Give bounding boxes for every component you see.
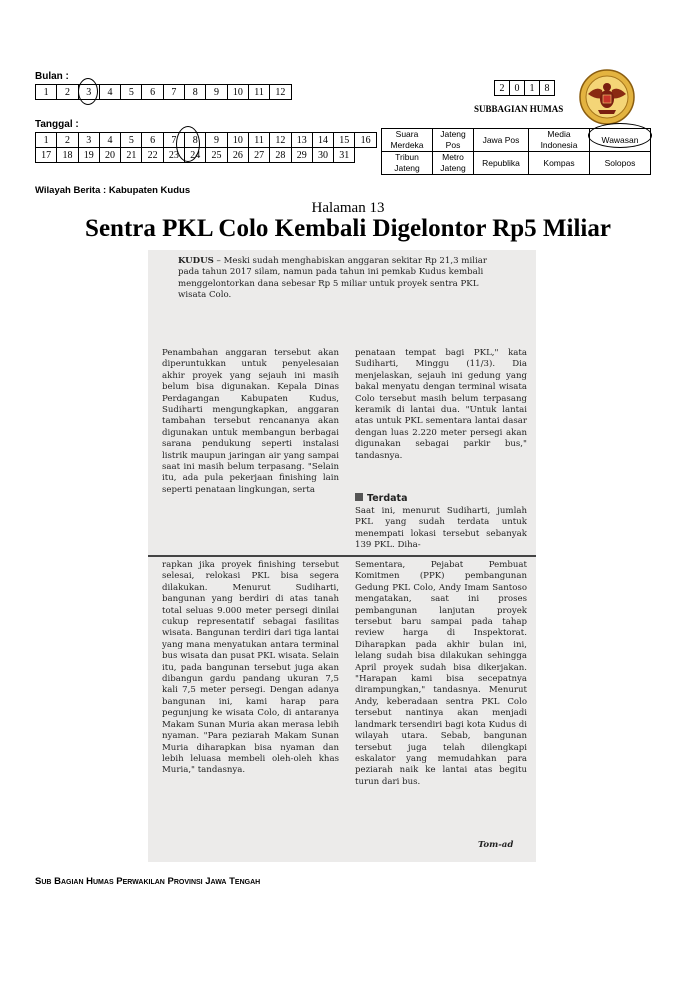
section-divider <box>148 555 536 557</box>
selected-media-circle <box>588 123 652 148</box>
date-cell-11: 27 <box>248 148 269 163</box>
months-table <box>35 84 292 100</box>
date-cell-5: 5 <box>121 133 142 148</box>
year-digit-4: 8 <box>540 81 555 96</box>
date-cell-15: 31 <box>334 148 355 163</box>
media-cell-5: Wawasan <box>590 129 651 152</box>
date-cell-9: 9 <box>206 133 227 148</box>
date-cell-11: 11 <box>248 133 269 148</box>
column1-top: Penambahan anggaran tersebut akan diperuntukkan untuk penyelesaian akhir proyek yang sejauh ini masih belum bisa digunakan. Kepala Dinas Perdagangan Kabupaten Kudus, Sudiharti mengungkapkan, anggaran tambahan tersebut rencananya akan digunakan untuk membangun berbagai sarana pendukung seperti instalasi listrik maupun jaringan air yang sampai saat ini masih belum terpasang. "Selain itu, ada pula pekerjaan finishing lain seperti penataan lingkungan, serta <box>162 348 339 495</box>
column1-bottom: rapkan jika proyek finishing tersebut selesai, relokasi PKL bisa segera dilakukan. Menurut Sudiharti, bangunan yang berdiri di atas tanah total seluas 9.000 meter persegi dinilai cukup representatif sebagai fasilitas wisata. Bangunan terdiri dari tiga lantai yang mana menyatukan antara terminal bus wisata dan pusat PKL wisata. Selain itu, pada bangunan tersebut juga akan dibangun gardu pandang ukuran 7,5 kali 7,5 meter persegi. Dengan adanya bangunan ini, kami harap para pegunjung ke wisata Colo, di antaranya Makam Sunan Muria akan merasa lebih nyaman. "Para peziarah Makam Sunan Muria diharapkan bisa nyaman dan lebih leluasa membeli oleh-oleh khas Muria," tandasnya. <box>162 560 339 776</box>
date-cell-3: 19 <box>78 148 99 163</box>
dates-table <box>35 132 377 163</box>
date-cell-12: 28 <box>270 148 291 163</box>
date-cell-10: 10 <box>227 133 248 148</box>
date-cell-2: 2 <box>57 133 78 148</box>
lead-text: – Meski sudah menghabiskan anggaran sekitar Rp 21,3 miliar pada tahun 2017 silam, namun pada tahun ini pemkab Kudus kembali menggelontorkan dana sebesar Rp 5 miliar untuk proyek sentra PKL wisata Colo. <box>178 256 487 301</box>
newspaper-clipping <box>148 250 536 862</box>
month-cell-8: 8 <box>185 85 206 100</box>
month-cell-5: 5 <box>121 85 142 100</box>
subhead-terdata: Terdata <box>355 493 408 504</box>
garuda-emblem <box>578 68 636 126</box>
month-cell-12: 12 <box>270 85 291 100</box>
month-cell-6: 6 <box>142 85 163 100</box>
year-digit-3: 1 <box>525 81 540 96</box>
date-cell-13: 29 <box>291 148 312 163</box>
date-cell-6: 6 <box>142 133 163 148</box>
date-cell-1: 1 <box>36 133 57 148</box>
bulan-label: Bulan : <box>35 71 69 82</box>
column2-top: penataan tempat bagi PKL," kata Sudiharti, Minggu (11/3). Dia menjelaskan, sejauh ini gedung yang bakal menyatu dengan terminal wisata Colo tersebut masih belum terpasang keramik di lantai dua. "Untuk lantai atas untuk PKL sementara lantai dasar dengan luas 2.220 meter persegi akan digunakan sebagai parkir bus," tandasnya. <box>355 348 527 461</box>
column2-bottom: Sementara, Pejabat Pembuat Komitmen (PPK) pembangunan Gedung PKL Colo, Andy Imam Santoso mengatakan, saat ini proses pembangunan lanjutan proyek tersebut baru sampai pada tahap review harga di Inspektorat. Diharapkan pada akhir bulan ini, lelang sudah bisa dilakukan sehingga April proyek sudah bisa dikerjakan. "Harapan kami bisa secepatnya dirampungkan," tandasnya. Menurut Andy, keberadaan sentra PKL Colo tersebut nantinya akan menjadi landmark tersendiri bagi kota Kudus di wilayah utara. Sebab, bangunan tersebut juga telah dilengkapi eskalator yang memudahkan para peziarah naik ke lantai atas begitu turun dari bus. <box>355 560 527 787</box>
date-cell-13: 13 <box>291 133 312 148</box>
date-cell-15: 15 <box>334 133 355 148</box>
date-cell-9: 25 <box>206 148 227 163</box>
lead-place: KUDUS <box>178 256 214 266</box>
selected-month-circle <box>78 78 98 105</box>
subbagian-humas: SUBBAGIAN HUMAS <box>474 104 564 114</box>
date-cell-12: 12 <box>270 133 291 148</box>
date-cell-5: 21 <box>121 148 142 163</box>
month-cell-9: 9 <box>206 85 227 100</box>
year-digit-1: 2 <box>495 81 510 96</box>
article-title: Sentra PKL Colo Kembali Digelontor Rp5 Miliar <box>85 215 611 242</box>
media-cell-3: Jawa Pos <box>474 129 529 152</box>
media-cell-1: Suara Merdeka <box>382 129 433 152</box>
date-cell-4: 20 <box>99 148 120 163</box>
page-number: Halaman 13 <box>311 200 385 216</box>
selected-date-circle <box>176 126 200 162</box>
date-cell-10: 26 <box>227 148 248 163</box>
month-cell-10: 10 <box>227 85 248 100</box>
date-cell-8: 8 <box>185 133 206 148</box>
date-cell-3: 3 <box>78 133 99 148</box>
date-cell-16: 16 <box>355 133 376 148</box>
date-cell-8: 24 <box>185 148 206 163</box>
date-cell-2: 18 <box>57 148 78 163</box>
media-cell-1: Tribun Jateng <box>382 152 433 175</box>
column2-sub: Saat ini, menurut Sudiharti, jumlah PKL yang sudah terdata untuk menempati lokasi tersebut sebanyak 139 PKL. Diha- <box>355 506 527 551</box>
date-cell-1: 17 <box>36 148 57 163</box>
year-table <box>494 80 555 96</box>
month-cell-7: 7 <box>163 85 184 100</box>
media-cell-2: Metro Jateng <box>433 152 474 175</box>
media-cell-4: Kompas <box>529 152 590 175</box>
author-credit: Tom-ad <box>478 840 514 850</box>
month-cell-11: 11 <box>248 85 269 100</box>
month-cell-3: 3 <box>78 85 99 100</box>
media-cell-4: Media Indonesia <box>529 129 590 152</box>
date-cell-6: 22 <box>142 148 163 163</box>
year-digit-2: 0 <box>510 81 525 96</box>
month-cell-1: 1 <box>36 85 57 100</box>
month-cell-2: 2 <box>57 85 78 100</box>
tanggal-label: Tanggal : <box>35 119 79 130</box>
media-cell-5: Solopos <box>590 152 651 175</box>
media-cell-2: Jateng Pos <box>433 129 474 152</box>
date-cell-7: 23 <box>163 148 184 163</box>
date-cell-14: 30 <box>312 148 333 163</box>
date-cell-14: 14 <box>312 133 333 148</box>
footer-humas: Sub Bagian Humas Perwakilan Provinsi Jawa Tengah <box>35 876 261 887</box>
media-cell-3: Republika <box>474 152 529 175</box>
date-cell-7: 7 <box>163 133 184 148</box>
date-cell-4: 4 <box>99 133 120 148</box>
month-cell-4: 4 <box>99 85 120 100</box>
wilayah-berita: Wilayah Berita : Kabupaten Kudus <box>35 185 191 196</box>
article-lead <box>178 256 508 302</box>
